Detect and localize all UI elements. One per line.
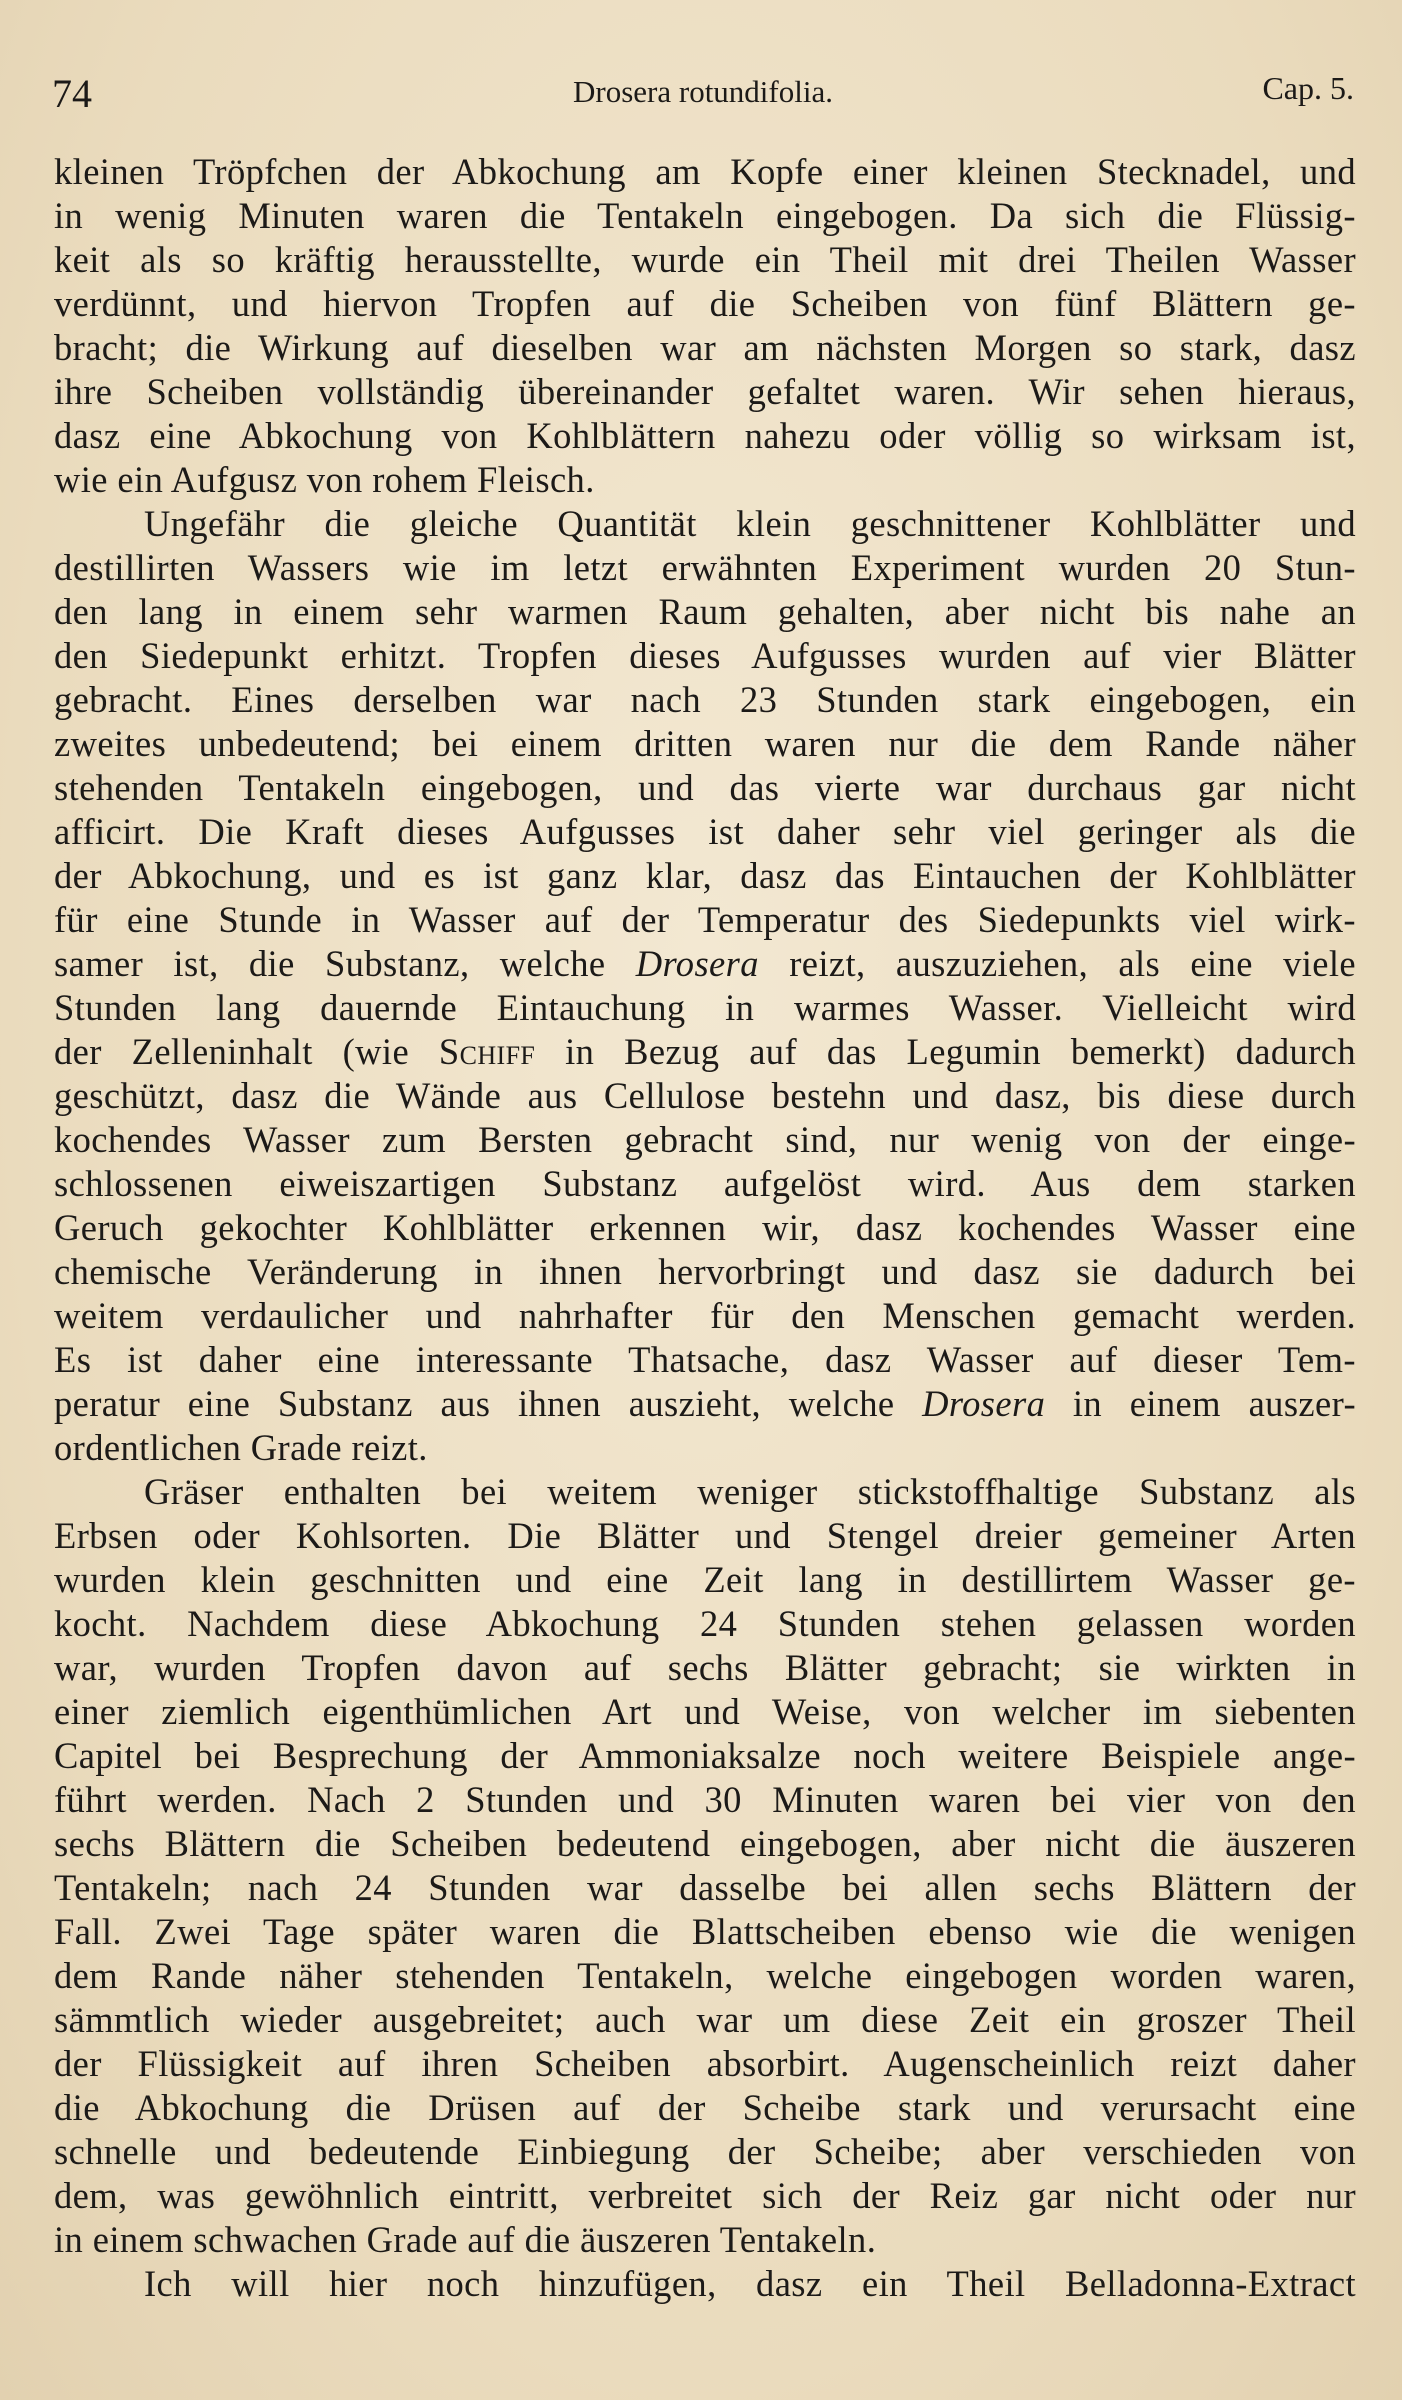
text-line: ihre Scheiben vollständig übereinander gefaltet waren. Wir sehen hieraus, <box>54 371 1356 412</box>
text-line: wie ein Aufgusz von rohem Fleisch. <box>54 459 595 500</box>
text-line: Erbsen oder Kohlsorten. Die Blätter und Stengel dreier gemeiner Arten <box>54 1515 1356 1556</box>
text-line: in wenig Minuten waren die Tentakeln eingebogen. Da sich die Flüssig- <box>54 195 1356 236</box>
text-line: sechs Blättern die Scheiben bedeutend eingebogen, aber nicht die äuszeren <box>54 1823 1356 1864</box>
text-line: Ich will hier noch hinzufügen, dasz ein Theil Belladonna-Extract <box>144 2263 1356 2304</box>
text-line: bracht; die Wirkung auf dieselben war am nächsten Morgen so stark, dasz <box>54 327 1356 368</box>
text-line: verdünnt, und hiervon Tropfen auf die Scheiben von fünf Blättern ge- <box>54 283 1356 324</box>
text-line: peratur eine Substanz aus ihnen auszieht, welche Drosera in einem auszer- <box>54 1383 1356 1424</box>
text-line: gebracht. Eines derselben war nach 23 Stunden stark eingebogen, ein <box>54 679 1356 720</box>
text-line: geschützt, dasz die Wände aus Cellulose bestehn und dasz, bis diese durch <box>54 1075 1356 1116</box>
text-line: samer ist, die Substanz, welche Drosera reizt, auszuziehen, als eine viele <box>54 943 1356 984</box>
text-line: schlossenen eiweiszartigen Substanz aufgelöst wird. Aus dem starken <box>54 1163 1356 1204</box>
text-line: zweites unbedeutend; bei einem dritten waren nur die dem Rande näher <box>54 723 1356 764</box>
text-line: die Abkochung die Drüsen auf der Scheibe stark und verursacht eine <box>54 2087 1356 2128</box>
text-line: Geruch gekochter Kohlblätter erkennen wir, dasz kochendes Wasser eine <box>54 1207 1356 1248</box>
italic-term: Drosera <box>635 943 759 984</box>
page-header <box>52 70 1354 120</box>
running-title: Drosera rotundifolia. <box>573 74 833 109</box>
text-line: führt werden. Nach 2 Stunden und 30 Minuten waren bei vier von den <box>54 1779 1356 1820</box>
author-name: Schiff <box>438 1031 536 1072</box>
text-line: destillirten Wassers wie im letzt erwähnten Experiment wurden 20 Stun- <box>54 547 1356 588</box>
text-line: dasz eine Abkochung von Kohlblättern nahezu oder völlig so wirksam ist, <box>54 415 1356 456</box>
text-line: Fall. Zwei Tage später waren die Blattscheiben ebenso wie die wenigen <box>54 1911 1356 1952</box>
chapter-label: Cap. 5. <box>1262 70 1354 106</box>
text-line: stehenden Tentakeln eingebogen, und das vierte war durchaus gar nicht <box>54 767 1356 808</box>
text-line: kocht. Nachdem diese Abkochung 24 Stunden stehen gelassen worden <box>54 1603 1356 1644</box>
text-line: kleinen Tröpfchen der Abkochung am Kopfe einer kleinen Stecknadel, und <box>54 151 1356 192</box>
text-line: chemische Veränderung in ihnen hervorbringt und dasz sie dadurch bei <box>54 1251 1356 1292</box>
text-line: Ungefähr die gleiche Quantität klein geschnittener Kohlblätter und <box>144 503 1356 544</box>
italic-term: Drosera <box>922 1383 1046 1424</box>
body-text <box>54 150 1356 2306</box>
text-line: ordentlichen Grade reizt. <box>54 1427 428 1468</box>
text-line: kochendes Wasser zum Bersten gebracht sind, nur wenig von der einge- <box>54 1119 1356 1160</box>
text-line: wurden klein geschnitten und eine Zeit lang in destillirtem Wasser ge- <box>54 1559 1356 1600</box>
text-line: den lang in einem sehr warmen Raum gehalten, aber nicht bis nahe an <box>54 591 1356 632</box>
text-line: Capitel bei Besprechung der Ammoniaksalze noch weitere Beispiele ange- <box>54 1735 1356 1776</box>
page-number: 74 <box>52 71 92 116</box>
text-line: Es ist daher eine interessante Thatsache, dasz Wasser auf dieser Tem- <box>54 1339 1356 1380</box>
text-line: sämmtlich wieder ausgebreitet; auch war um diese Zeit ein groszer Theil <box>54 1999 1356 2040</box>
text-line: der Abkochung, und es ist ganz klar, dasz das Eintauchen der Kohlblätter <box>54 855 1356 896</box>
text-line: weitem verdaulicher und nahrhafter für den Menschen gemacht werden. <box>54 1295 1356 1336</box>
text-line: für eine Stunde in Wasser auf der Temperatur des Siedepunkts viel wirk- <box>54 899 1356 940</box>
text-line: keit als so kräftig herausstellte, wurde ein Theil mit drei Theilen Wasser <box>54 239 1356 280</box>
text-line: afficirt. Die Kraft dieses Aufgusses ist daher sehr viel geringer als die <box>54 811 1356 852</box>
text-line: dem, was gewöhnlich eintritt, verbreitet sich der Reiz gar nicht oder nur <box>54 2175 1356 2216</box>
text-line: schnelle und bedeutende Einbiegung der Scheibe; aber verschieden von <box>54 2131 1356 2172</box>
text-line: war, wurden Tropfen davon auf sechs Blätter gebracht; sie wirkten in <box>54 1647 1356 1688</box>
text-line: den Siedepunkt erhitzt. Tropfen dieses Aufgusses wurden auf vier Blätter <box>54 635 1356 676</box>
text-line: Tentakeln; nach 24 Stunden war dasselbe bei allen sechs Blättern der <box>54 1867 1356 1908</box>
text-line: in einem schwachen Grade auf die äuszeren Tentakeln. <box>54 2219 877 2260</box>
text-line: Gräser enthalten bei weitem weniger stickstoffhaltige Substanz als <box>144 1471 1356 1512</box>
text-line: der Zelleninhalt (wie Schiff in Bezug auf das Legumin bemerkt) dadurch <box>54 1031 1357 1072</box>
text-line: Stunden lang dauernde Eintauchung in warmes Wasser. Vielleicht wird <box>54 987 1356 1028</box>
text-line: dem Rande näher stehenden Tentakeln, welche eingebogen worden waren, <box>54 1955 1356 1996</box>
text-line: der Flüssigkeit auf ihren Scheiben absorbirt. Augenscheinlich reizt daher <box>54 2043 1356 2084</box>
text-line: einer ziemlich eigenthümlichen Art und Weise, von welcher im siebenten <box>54 1691 1356 1732</box>
